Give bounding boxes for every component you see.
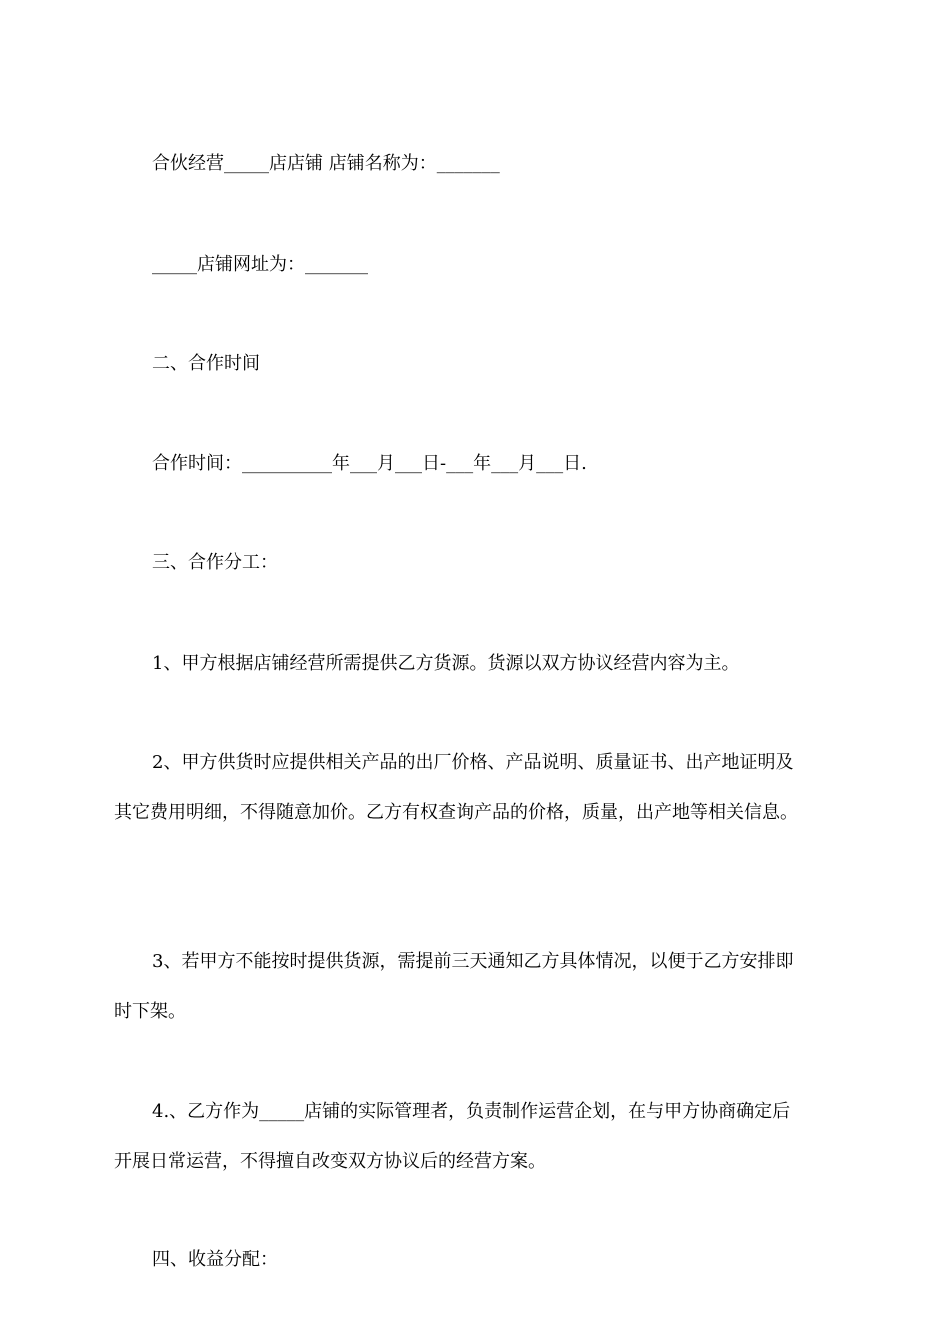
section-heading-division-of-labor: 三、合作分工： <box>152 552 278 573</box>
clause-3-line-2: 时下架。 <box>114 1001 186 1022</box>
paragraph-store-url: _____店铺网址为：_______ <box>152 254 368 275</box>
section-heading-cooperation-time: 二、合作时间 <box>152 353 260 374</box>
clause-2-line-1: 2、甲方供货时应提供相关产品的出厂价格、产品说明、质量证书、出产地证明及 <box>152 752 794 773</box>
clause-1: 1、甲方根据店铺经营所需提供乙方货源。货源以双方协议经营内容为主。 <box>152 653 740 674</box>
paragraph-store-name: 合伙经营_____店店铺 店铺名称为：_______ <box>152 153 500 174</box>
clause-4-line-1: 4.、乙方作为_____店铺的实际管理者，负责制作运营企划，在与甲方协商确定后 <box>152 1101 791 1122</box>
paragraph-cooperation-period: 合作时间：__________年___月___日-___年___月___日. <box>152 453 587 474</box>
clause-2-line-2: 其它费用明细，不得随意加价。乙方有权查询产品的价格，质量，出产地等相关信息。 <box>114 802 798 823</box>
clause-4-line-2: 开展日常运营，不得擅自改变双方协议后的经营方案。 <box>114 1151 546 1172</box>
section-heading-profit-distribution: 四、收益分配： <box>152 1249 278 1270</box>
clause-3-line-1: 3、若甲方不能按时提供货源，需提前三天通知乙方具体情况，以便于乙方安排即 <box>152 951 794 972</box>
